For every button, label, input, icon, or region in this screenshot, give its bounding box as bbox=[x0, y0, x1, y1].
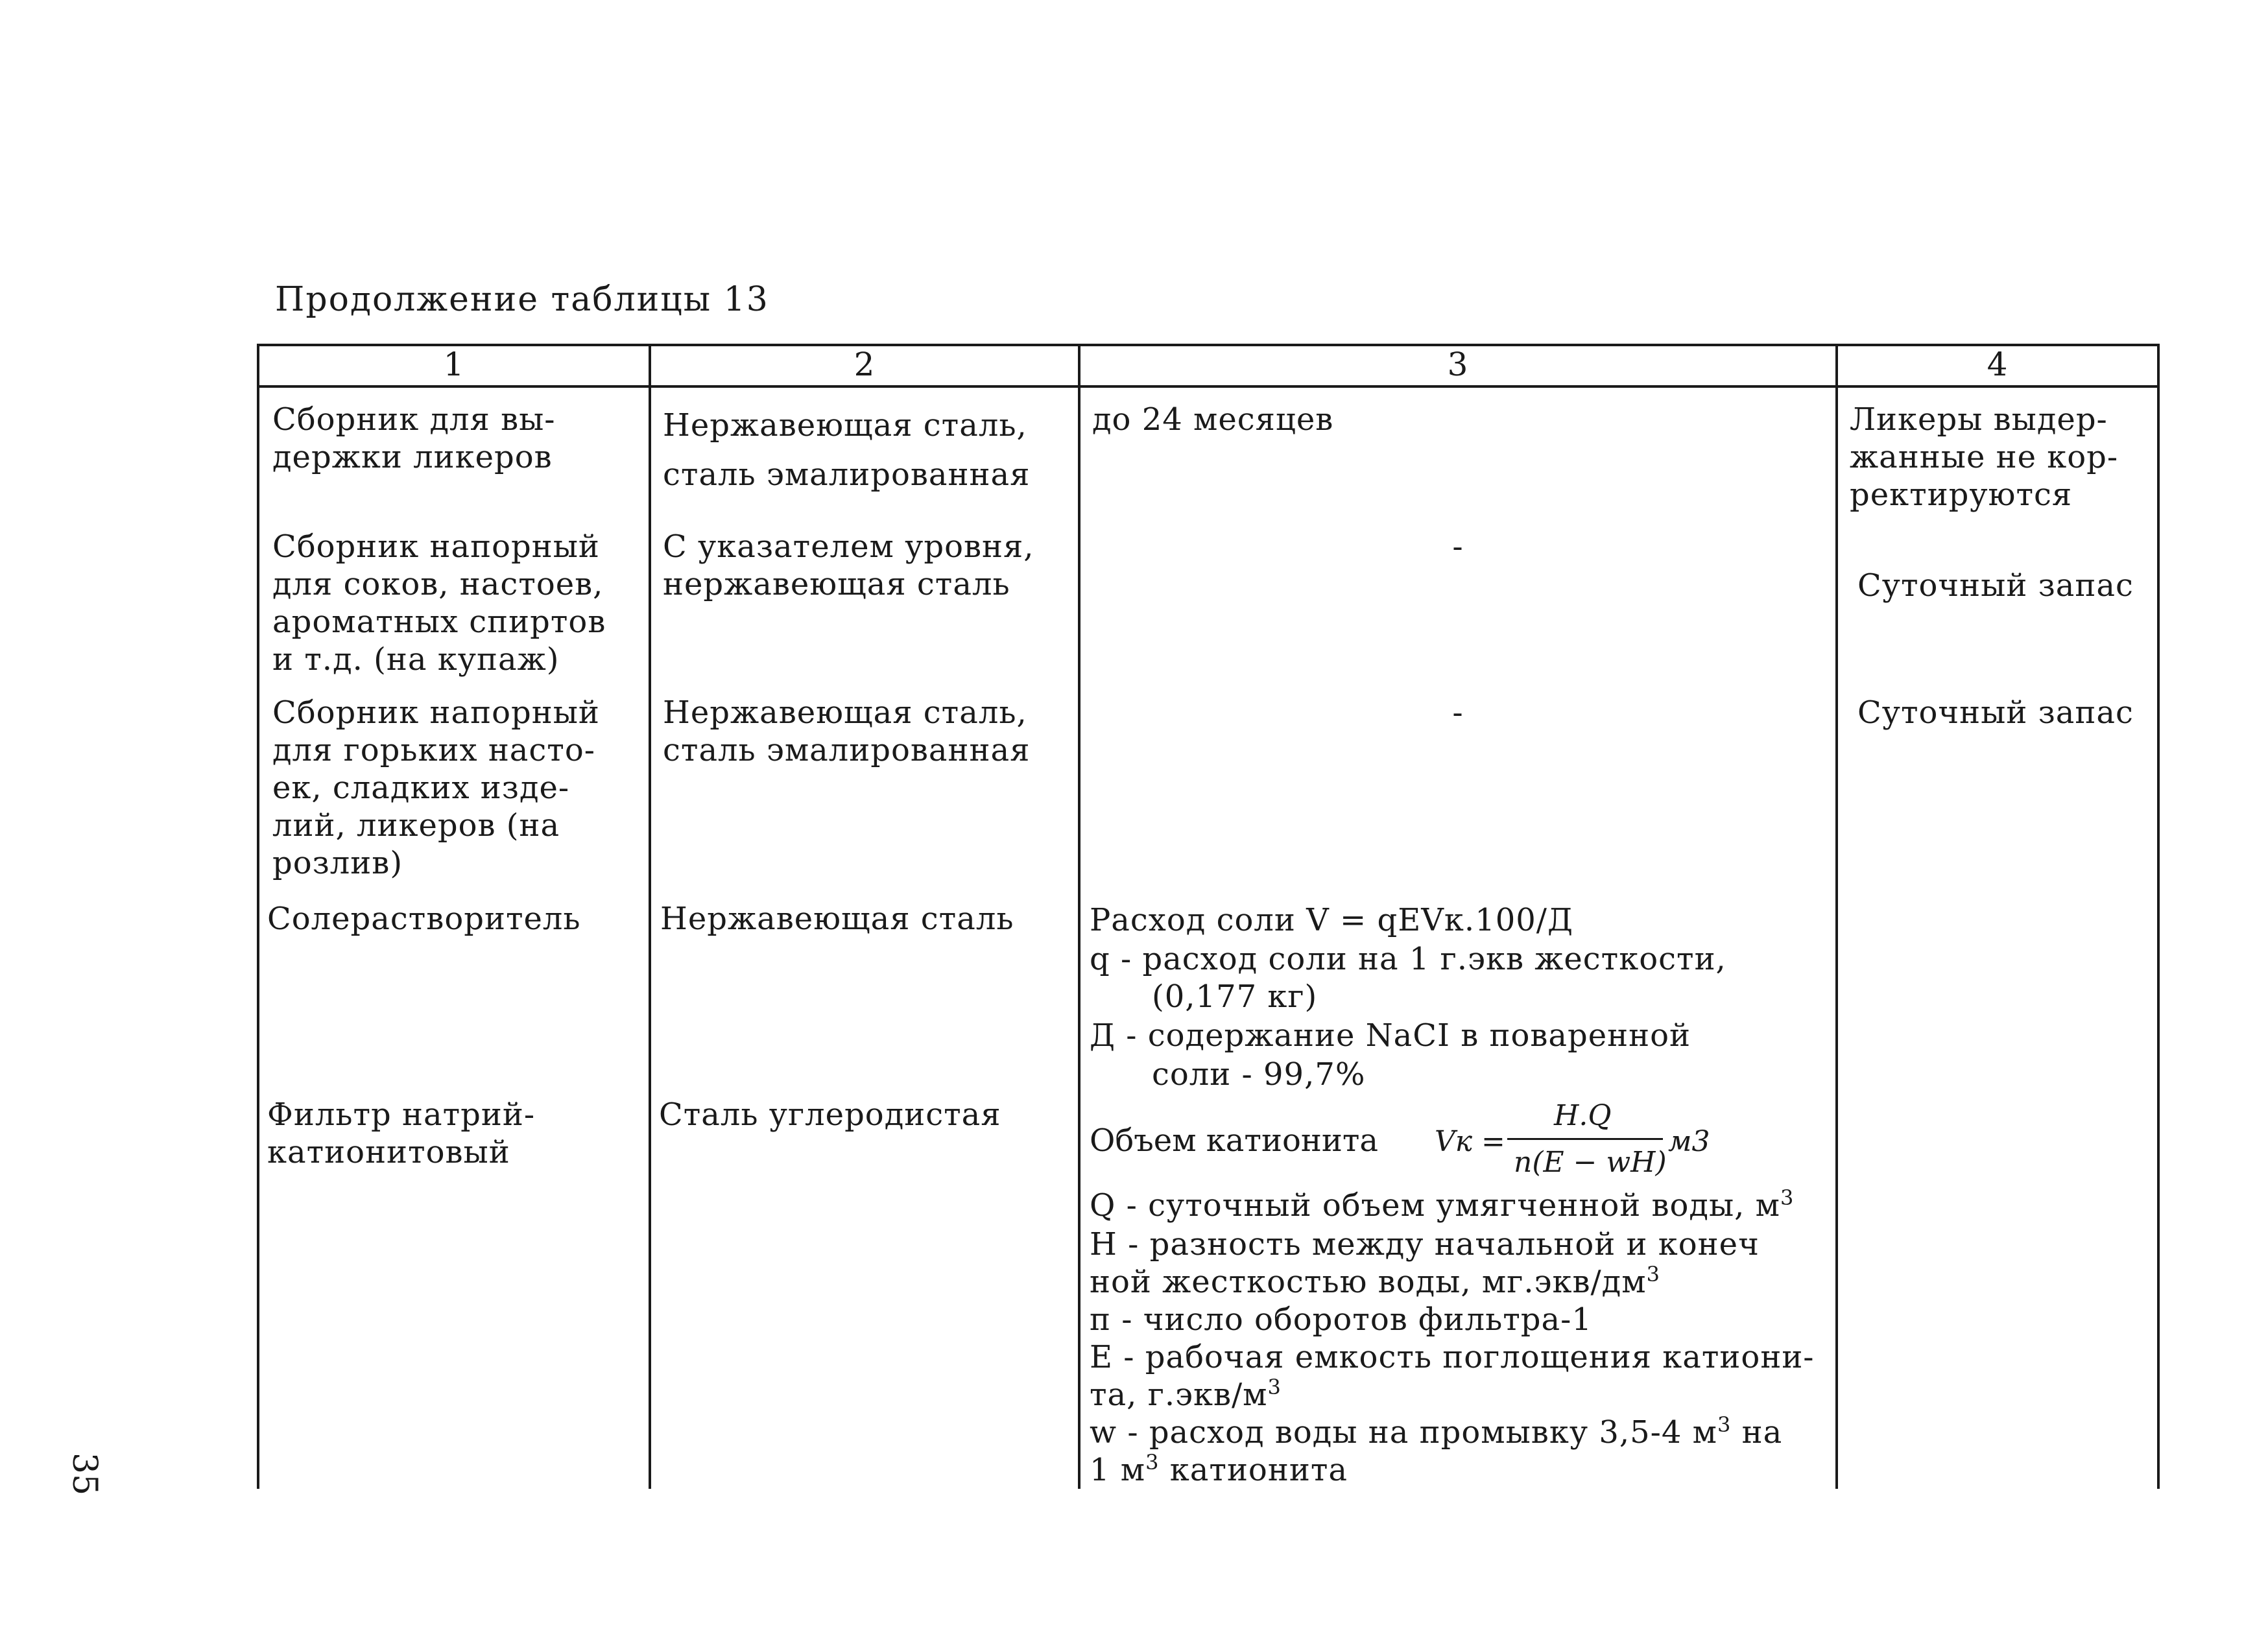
column-border-left bbox=[257, 344, 259, 1489]
w2-superscript: 3 bbox=[1145, 1450, 1160, 1475]
row5-spec-h2 bbox=[1090, 1263, 1829, 1301]
q-text: Q - суточный объем умягченной воды, м bbox=[1090, 1187, 1780, 1224]
row1-material: Нержавеющая сталь, сталь эмалированная bbox=[663, 407, 1031, 493]
column-header-3: 3 bbox=[1447, 346, 1469, 383]
row5-material: Сталь углеродистая bbox=[659, 1097, 1001, 1133]
e2-superscript: 3 bbox=[1267, 1375, 1282, 1399]
row5-spec-n: п - число оборотов фильтра-1 bbox=[1090, 1301, 1592, 1338]
row2-note: Суточный запас bbox=[1857, 567, 2134, 604]
row4-spec-line3: (0,177 кг) bbox=[1152, 979, 1318, 1015]
row1-spec: до 24 месяцев bbox=[1092, 401, 1334, 438]
header-bottom-border bbox=[257, 385, 2157, 388]
row5-spec-w1 bbox=[1090, 1414, 1829, 1451]
column-border-right bbox=[2157, 344, 2160, 1489]
cation-volume-label: Объем катионита bbox=[1090, 1122, 1379, 1159]
row4-spec-line1: Расход соли V = qEVк.100/Д bbox=[1090, 902, 1573, 938]
h2-superscript: 3 bbox=[1646, 1262, 1660, 1287]
q-superscript: 3 bbox=[1780, 1185, 1795, 1210]
row2-name: Сборник напорный для соков, настоев, ароматных спиртов и т.д. (на купаж) bbox=[272, 528, 606, 678]
row5-spec-q bbox=[1090, 1187, 1829, 1224]
row5-spec-e1: Е - рабочая емкость поглощения катиони- bbox=[1090, 1339, 1815, 1375]
w1-superscript: 3 bbox=[1717, 1412, 1732, 1437]
row3-spec: - bbox=[1452, 694, 1464, 731]
w1-tail: на bbox=[1741, 1414, 1783, 1451]
column-border-2-3 bbox=[1078, 344, 1080, 1489]
w2-text: 1 м bbox=[1090, 1452, 1146, 1488]
row5-spec-e2 bbox=[1090, 1376, 1829, 1414]
table-caption: Продолжение таблицы 13 bbox=[275, 280, 769, 319]
row4-material: Нержавеющая сталь bbox=[660, 901, 1014, 937]
formula-lhs: Vк = bbox=[1435, 1125, 1505, 1158]
column-header-4: 4 bbox=[1987, 346, 2009, 383]
row2-spec: - bbox=[1452, 528, 1464, 565]
row3-material: Нержавеющая сталь, сталь эмалированная bbox=[663, 694, 1031, 768]
row2-material: С указателем уровня, нержавеющая сталь bbox=[663, 528, 1034, 602]
row4-spec-line2: q - расход соли на 1 г.экв жесткости, bbox=[1090, 941, 1726, 977]
formula-fraction-line bbox=[1507, 1138, 1663, 1140]
row1-name: Сборник для вы- держки ликеров bbox=[272, 401, 556, 475]
row5-name: Фильтр натрий- катионитовый bbox=[267, 1097, 536, 1170]
row4-spec-line4: Д - содержание NaCI в поваренной bbox=[1090, 1017, 1691, 1054]
column-header-2: 2 bbox=[853, 346, 876, 383]
row3-note: Суточный запас bbox=[1857, 694, 2134, 731]
row4-spec-line5: соли - 99,7% bbox=[1152, 1056, 1366, 1093]
w2-tail: катионита bbox=[1169, 1452, 1348, 1488]
formula-numerator: H.Q bbox=[1554, 1099, 1612, 1132]
row3-name: Сборник напорный для горьких насто- ек, сладких изде- лий, ликеров (на розлив) bbox=[272, 694, 600, 881]
column-border-3-4 bbox=[1835, 344, 1838, 1489]
h2-text: ной жесткостью воды, мг.экв/дм bbox=[1090, 1264, 1647, 1300]
row5-spec-h1: H - разность между начальной и конеч bbox=[1090, 1226, 1760, 1263]
column-border-1-2 bbox=[649, 344, 651, 1489]
w1-text: w - расход воды на промывку 3,5-4 м bbox=[1090, 1414, 1717, 1451]
column-header-1: 1 bbox=[443, 346, 465, 383]
formula-unit: м3 bbox=[1668, 1125, 1710, 1158]
e2-text: та, г.экв/м bbox=[1090, 1377, 1268, 1413]
row5-spec-w2 bbox=[1090, 1451, 1829, 1489]
row4-name: Солерастворитель bbox=[267, 901, 581, 937]
row1-note: Ликеры выдер- жанные не кор- ректируются bbox=[1850, 401, 2119, 513]
formula-denominator: n(E − wH) bbox=[1514, 1146, 1667, 1179]
page-number: 35 bbox=[65, 1453, 104, 1496]
